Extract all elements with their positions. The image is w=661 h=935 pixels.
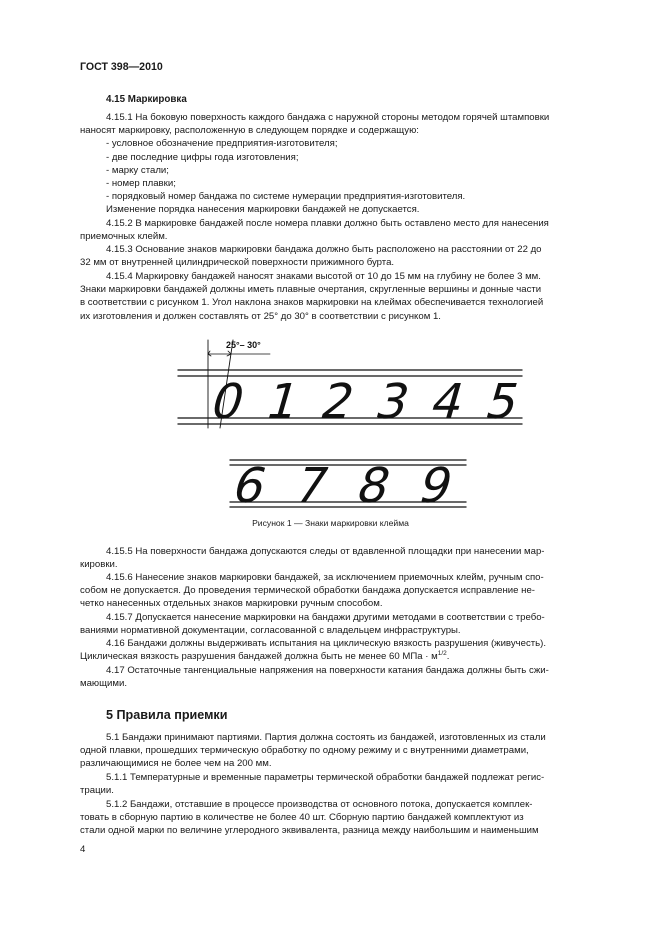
text-line: 4.15.6 Нанесение знаков маркировки бандажей, за исключением приемочных клейм, ручным спо- (106, 572, 544, 583)
marking-digit: 5 (479, 373, 527, 430)
marking-digit: 9 (412, 457, 460, 514)
figure-caption: Рисунок 1 — Знаки маркировки клейма (252, 518, 409, 528)
paragraph-4-15-3 (80, 243, 616, 269)
text-line: стали одной марки по величине углеродного эквивалента, разница между наибольшим и наименьшим (80, 825, 539, 837)
marking-digit: 7 (288, 457, 336, 514)
angle-label: 25°– 30° (226, 340, 261, 350)
marking-digit: 8 (350, 457, 398, 514)
section-title-5: 5 Правила приемки (106, 708, 228, 722)
text-line: их изготовления и должен составлять от 25° до 30° в соответствии с рисунком 1. (80, 310, 441, 322)
text-line: 5.1 Бандажи принимают партиями. Партия должна состоять из бандажей, изготовленных из стали (106, 732, 546, 743)
text-line (80, 650, 616, 663)
list-item: - марку стали; (106, 164, 169, 176)
digit-row-1 (205, 374, 527, 430)
paragraph-4-15-2 (80, 217, 616, 243)
text-line: в соответствии с рисунком 1. Угол наклона знаков маркировки на клеймах обеспечивается технологией (80, 297, 544, 309)
marking-digit: 2 (314, 373, 362, 430)
text-line: 4.15.2 В маркировке бандажей после номера плавки должно быть оставлено место для нанесения (106, 218, 549, 229)
marking-digits-figure (170, 334, 530, 514)
section-title-4-15: 4.15 Маркировка (106, 94, 187, 105)
text-line: товать в сборную партию в количестве не более 40 шт. Сборную партию бандажей комплектуют из (80, 812, 524, 824)
paragraph-5-1-1 (80, 771, 616, 797)
digit-row-2 (227, 458, 460, 514)
list-item: - порядковый номер бандажа по системе нумерации предприятия-изготовителя. (106, 191, 466, 203)
text-line: 4.15.4 Маркировку бандажей наносят знаками высотой от 10 до 15 мм на глубину не более 3 мм. (106, 271, 541, 282)
marking-digit: 1 (259, 373, 307, 430)
text-span: Циклическая вязкость разрушения бандажей должна быть не менее 60 МПа · м (80, 651, 438, 663)
text-span: . (446, 651, 450, 663)
paragraph-4-15-7 (80, 611, 616, 637)
paragraph-4-15-4 (80, 270, 616, 323)
text-line: трации. (80, 785, 114, 797)
text-line: четко нанесенных отдельных знаков маркировки ручным способом. (80, 598, 383, 610)
text-line: мающими. (80, 678, 127, 690)
text-line: 4.15.1 На боковую поверхность каждого бандажа с наружной стороны методом горячей штамповки (106, 112, 550, 123)
paragraph-4-17 (80, 664, 616, 690)
text-line: 5.1.2 Бандажи, отставшие в процессе производства от основного потока, допускается комплек- (106, 799, 533, 810)
marking-digit: 0 (204, 373, 252, 430)
document-id-header: ГОСТ 398—2010 (80, 61, 163, 73)
unit-exponent: 1/2 (437, 650, 447, 658)
paragraph-4-15-6 (80, 571, 616, 611)
list-item: - условное обозначение предприятия-изготовителя; (106, 138, 338, 150)
text-line: наносят маркировку, расположенную в следующем порядке и содержащую: (80, 125, 419, 137)
text-line: собом не допускается. До проведения термической обработки бандажа допускается исправление не- (80, 585, 535, 597)
paragraph-4-16 (80, 637, 616, 663)
paragraph-5-1-2 (80, 798, 616, 838)
text-line: 4.17 Остаточные тангенциальные напряжения на поверхности катания бандажа должны быть сжи- (106, 665, 549, 676)
text-line: 4.16 Бандажи должны выдерживать испытания на циклическую вязкость разрушения (живучесть). (106, 638, 546, 649)
list-item: - номер плавки; (106, 178, 176, 190)
text-line: 32 мм от внутренней цилиндрической поверхности прижимного бурта. (80, 257, 395, 269)
text-line: ваниями нормативной документации, согласованной с владельцем инфраструктуры. (80, 625, 461, 637)
text-line: 4.15.7 Допускается нанесение маркировки на бандажи другими методами в соответствии с требо- (106, 612, 545, 623)
page-number: 4 (80, 844, 86, 855)
marking-digit: 3 (369, 373, 417, 430)
text-line: 4.15.5 На поверхности бандажа допускаются следы от вдавленной площадки при нанесении мар- (106, 546, 545, 557)
text-line: приемочных клейм. (80, 231, 168, 243)
text-line: 4.15.3 Основание знаков маркировки бандажа должно быть расположено на расстоянии от 22 до (106, 244, 542, 255)
paragraph-4-15-1 (80, 111, 616, 217)
text-line: Знаки маркировки бандажей должны иметь плавные очертания, скругленные вершины и донные части (80, 284, 542, 296)
marking-digit: 4 (424, 373, 472, 430)
text-line: различающимися не более чем на 200 мм. (80, 758, 272, 770)
text-line: одной плавки, прошедших термическую обработку по одному режиму и с внутренними диаметрами, (80, 745, 529, 757)
paragraph-4-15-5 (80, 545, 616, 571)
marking-digit: 6 (226, 457, 274, 514)
paragraph-5-1 (80, 731, 616, 771)
text-line: Изменение порядка нанесения маркировки бандажей не допускается. (106, 204, 420, 216)
text-line: 5.1.1 Температурные и временные параметры термической обработки бандажей подлежат регис- (106, 772, 545, 783)
text-line: кировки. (80, 559, 118, 571)
list-item: - две последние цифры года изготовления; (106, 151, 299, 163)
